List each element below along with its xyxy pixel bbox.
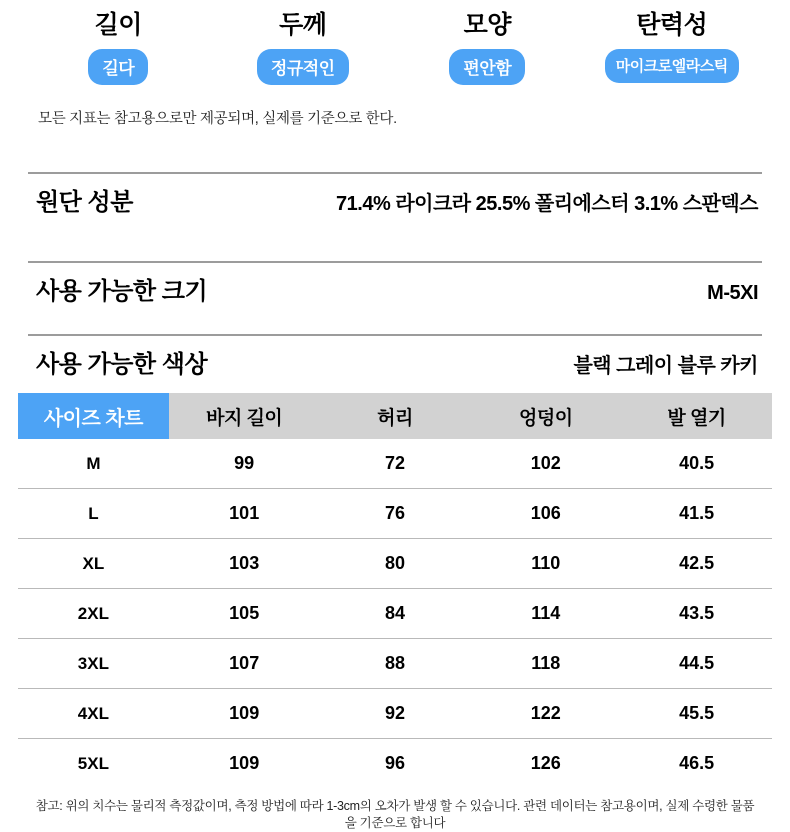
cell-hip: 102 [470,439,621,489]
disclaimer-bottom: 참고: 위의 치수는 물리적 측정값이며, 측정 방법에 따라 1-3cm의 오차가 발생 할 수 있습니다. 관련 데이터는 참고용이며, 실제 수령한 물품을 기준으로 합니다 [35,799,755,830]
cell-waist: 84 [320,589,471,639]
spec-label: 사용 가능한 색상 [36,351,208,378]
column-header-waist: 허리 [320,393,471,439]
attribute-row [0,0,790,85]
cell-size: M [18,439,169,489]
cell-pant-length: 107 [169,639,320,689]
cell-pant-length: 105 [169,589,320,639]
cell-pant-length: 103 [169,539,320,589]
cell-pant-length: 109 [229,753,260,773]
cell-size: 4XL [18,689,169,739]
attribute-length [26,8,211,85]
attribute-value-badge: 편안함 [449,49,525,85]
cell-waist: 92 [320,689,471,739]
column-header-hip: 엉덩이 [470,393,621,439]
spec-value: M-5XI [707,282,758,304]
cell-foot-opening: 41.5 [621,489,772,539]
spec-value: 블랙 그레이 블루 카키 [573,355,758,377]
cell-size: 3XL [18,639,169,689]
attribute-title: 탄력성 [636,11,708,39]
table-row [18,739,772,789]
cell-size: 5XL [77,753,109,773]
table-row [18,639,772,689]
attribute-elasticity [580,8,765,85]
column-header-foot-opening: 발 열기 [621,393,772,439]
cell-hip: 106 [470,489,621,539]
attribute-shape [395,8,580,85]
attribute-title: 길이 [94,11,142,39]
table-row [18,589,772,639]
spacer [0,217,790,261]
cell-foot-opening: 44.5 [621,639,772,689]
table-row [18,439,772,489]
spacer [0,306,790,334]
table-row [18,689,772,739]
size-chart [18,393,772,788]
column-header-size: 사이즈 차트 [18,393,169,439]
cell-waist: 80 [320,539,471,589]
cell-pant-length: 109 [169,689,320,739]
cell-pant-length: 99 [169,439,320,489]
cell-foot-opening: 45.5 [621,689,772,739]
column-header-pant-length: 바지 길이 [169,393,320,439]
spec-value: 71.4% 라이크라 25.5% 폴리에스터 3.1% 스판덱스 [336,193,758,215]
attribute-title: 두께 [279,11,327,39]
cell-hip: 114 [470,589,621,639]
cell-size: XL [18,539,169,589]
cell-foot-opening: 46.5 [679,753,715,773]
cell-size: L [18,489,169,539]
disclaimer-top: 모든 지표는 참고용으로만 제공되며, 실제를 기준으로 한다. [38,111,397,127]
spec-label: 원단 성분 [36,189,133,216]
cell-hip: 110 [470,539,621,589]
attribute-thickness [211,8,396,85]
cell-waist: 96 [384,753,405,773]
cell-size: 2XL [18,589,169,639]
spacer [0,128,790,172]
cell-hip: 126 [530,753,561,773]
spec-row-sizes [28,261,762,306]
spec-label: 사용 가능한 크기 [36,278,208,305]
attribute-value-badge: 길다 [88,49,148,85]
cell-waist: 72 [320,439,471,489]
attribute-title: 모양 [463,11,511,39]
cell-hip: 122 [470,689,621,739]
cell-foot-opening: 40.5 [621,439,772,489]
spec-row-fabric [28,172,762,217]
cell-waist: 88 [320,639,471,689]
table-header-row [18,393,772,439]
table-row [18,489,772,539]
cell-foot-opening: 43.5 [621,589,772,639]
cell-waist: 76 [320,489,471,539]
cell-hip: 118 [470,639,621,689]
attribute-value-badge: 정규적인 [257,49,349,85]
cell-foot-opening: 42.5 [621,539,772,589]
cell-pant-length: 101 [169,489,320,539]
spec-row-colors [28,334,762,379]
table-row [18,539,772,589]
attribute-value-badge: 마이크로엘라스틱 [605,49,739,83]
